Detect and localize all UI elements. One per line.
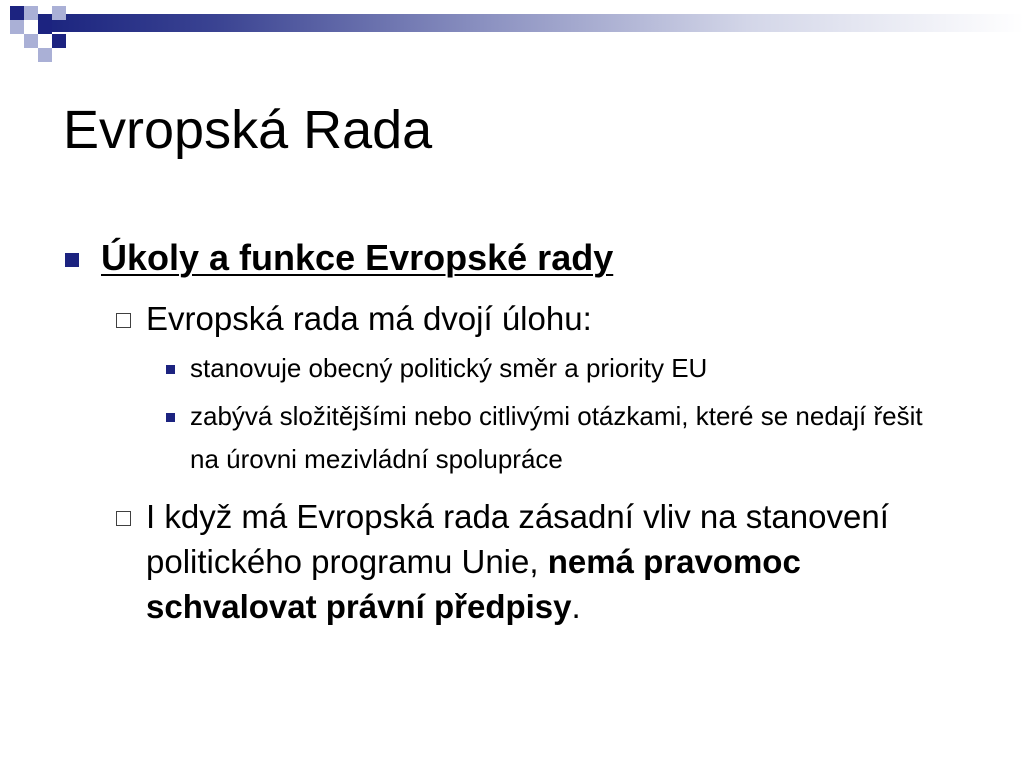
- square-bullet-icon: [65, 253, 79, 267]
- slide-title: Evropská Rada: [63, 100, 433, 160]
- list-item-text-bold: nemá pravomoc schvalovat právní předpisy: [146, 543, 801, 625]
- list-item-text: Evropská rada má dvojí úlohu:: [146, 300, 592, 337]
- header-square: [24, 34, 38, 48]
- header-decoration: [0, 0, 1024, 64]
- header-square: [52, 34, 66, 48]
- section-heading-text: Úkoly a funkce Evropské rady: [101, 237, 614, 278]
- list-item-text-end: .: [571, 588, 581, 625]
- square-bullet-icon: [166, 413, 175, 422]
- header-gradient-bar: [38, 14, 1024, 32]
- sub-list-item: [166, 395, 956, 481]
- list-item: [114, 296, 934, 341]
- header-square: [52, 6, 66, 20]
- sub-list-item-text: stanovuje obecný politický směr a priority EU: [190, 353, 708, 383]
- list-item: [114, 494, 934, 629]
- header-square: [38, 20, 52, 34]
- header-square: [10, 20, 24, 34]
- header-square: [38, 48, 52, 62]
- list-item-text-regular: I když má Evropská rada zásadní vliv na stanovení politického programu Unie,: [146, 498, 889, 580]
- sub-list-item: [166, 347, 956, 390]
- hollow-square-bullet-icon: [116, 313, 131, 328]
- sub-list-item-text: zabývá složitějšími nebo citlivými otázkami, které se nedají řešit na úrovni mezivládní spolupráce: [190, 401, 923, 474]
- hollow-square-bullet-icon: [116, 511, 131, 526]
- square-bullet-icon: [166, 365, 175, 374]
- header-square: [10, 6, 24, 20]
- header-square: [24, 6, 38, 20]
- list-item-text: [146, 494, 934, 629]
